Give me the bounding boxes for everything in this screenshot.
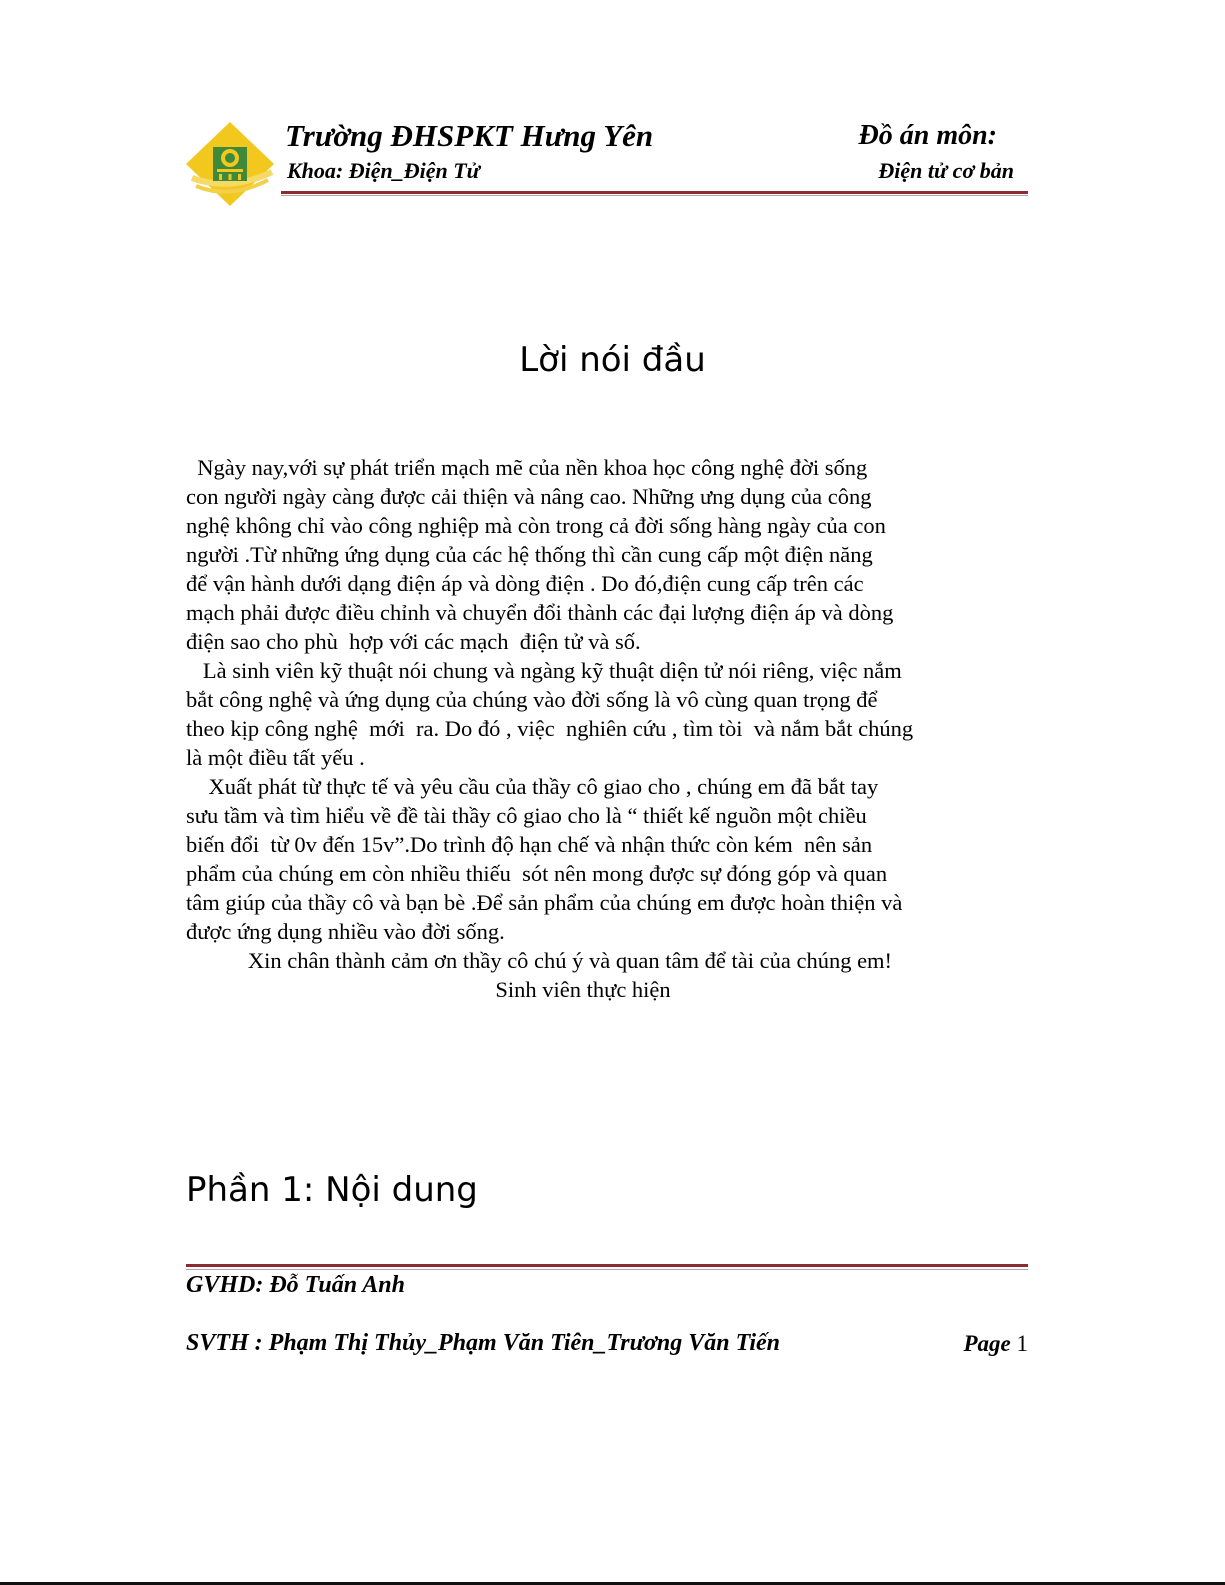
signature-line: Sinh viên thực hiện [186, 977, 671, 1002]
body-line: Xuất phát từ thực tế và yêu cầu của thầy cô giao cho , chúng em đã bắt tay [186, 774, 879, 799]
university-emblem-icon [184, 120, 276, 210]
header-rule-thin [281, 195, 1028, 196]
body-line: biến đổi từ 0v đến 15v”.Do trình độ hạn chế và nhận thức còn kém nên sản [186, 832, 873, 857]
body-line: là một điều tất yếu . [186, 745, 365, 770]
body-line: tâm giúp của thầy cô và bạn bè .Để sản phẩm của chúng em được hoàn thiện và [186, 890, 903, 915]
body-line: bắt công nghệ và ứng dụng của chúng vào đời sống là vô cùng quan trọng để [186, 687, 878, 712]
school-name: Trường ĐHSPKT Hưng Yên [285, 118, 654, 153]
body-line: Ngày nay,với sự phát triển mạch mẽ của nền khoa học công nghệ đời sống [186, 455, 868, 480]
subject-name: Điện tử cơ bản [878, 158, 1014, 183]
header-rule [281, 191, 1028, 194]
closing-line: Xin chân thành cảm ơn thầy cô chú ý và quan tâm để tài của chúng em! [186, 948, 893, 973]
supervisor-line: GVHD: Đỗ Tuấn Anh [186, 1272, 405, 1298]
footer-rule-thin [186, 1269, 1028, 1270]
body-line: người .Từ những ứng dụng của các hệ thống thì cần cung cấp một điện năng [186, 542, 873, 567]
section-heading: Phần 1: Nội dung [186, 1170, 478, 1210]
page-number-value: 1 [1016, 1331, 1028, 1356]
students-line: SVTH : Phạm Thị Thủy_Phạm Văn Tiên_Trương Văn Tiến [186, 1330, 781, 1356]
body-line: theo kịp công nghệ mới ra. Do đó , việc nghiên cứu , tìm tòi và nắm bắt chúng [186, 716, 914, 741]
page-label: Page [963, 1331, 1011, 1356]
body-line: để vận hành dưới dạng điện áp và dòng điện . Do đó,điện cung cấp trên các [186, 571, 864, 596]
page-number [963, 1331, 1028, 1357]
body-line: điện sao cho phù hợp với các mạch điện tử và số. [186, 629, 641, 654]
project-label: Đồ án môn: [858, 120, 997, 151]
body-text [186, 453, 1028, 1004]
body-line: con người ngày càng được cải thiện và nâng cao. Những ưng dụng của công [186, 484, 872, 509]
body-line: Là sinh viên kỹ thuật nói chung và ngàng kỹ thuật diện tử nói riêng, việc nắm [186, 658, 902, 683]
body-line: nghệ không chỉ vào công nghiệp mà còn trong cả đời sống hàng ngày của con [186, 513, 886, 538]
page-title: Lời nói đầu [519, 340, 706, 380]
footer-rule [186, 1264, 1028, 1267]
body-line: phẩm của chúng em còn nhiều thiếu sót nên mong được sự đóng góp và quan [186, 861, 888, 886]
department-name: Khoa: Điện_Điện Tử [287, 158, 480, 183]
body-line: sưu tầm và tìm hiểu về đề tài thầy cô giao cho là “ thiết kế nguồn một chiều [186, 803, 867, 828]
body-line: mạch phải được điều chỉnh và chuyển đổi thành các đại lượng điện áp và dòng [186, 600, 894, 625]
body-line: được ứng dụng nhiều vào đời sống. [186, 919, 505, 944]
